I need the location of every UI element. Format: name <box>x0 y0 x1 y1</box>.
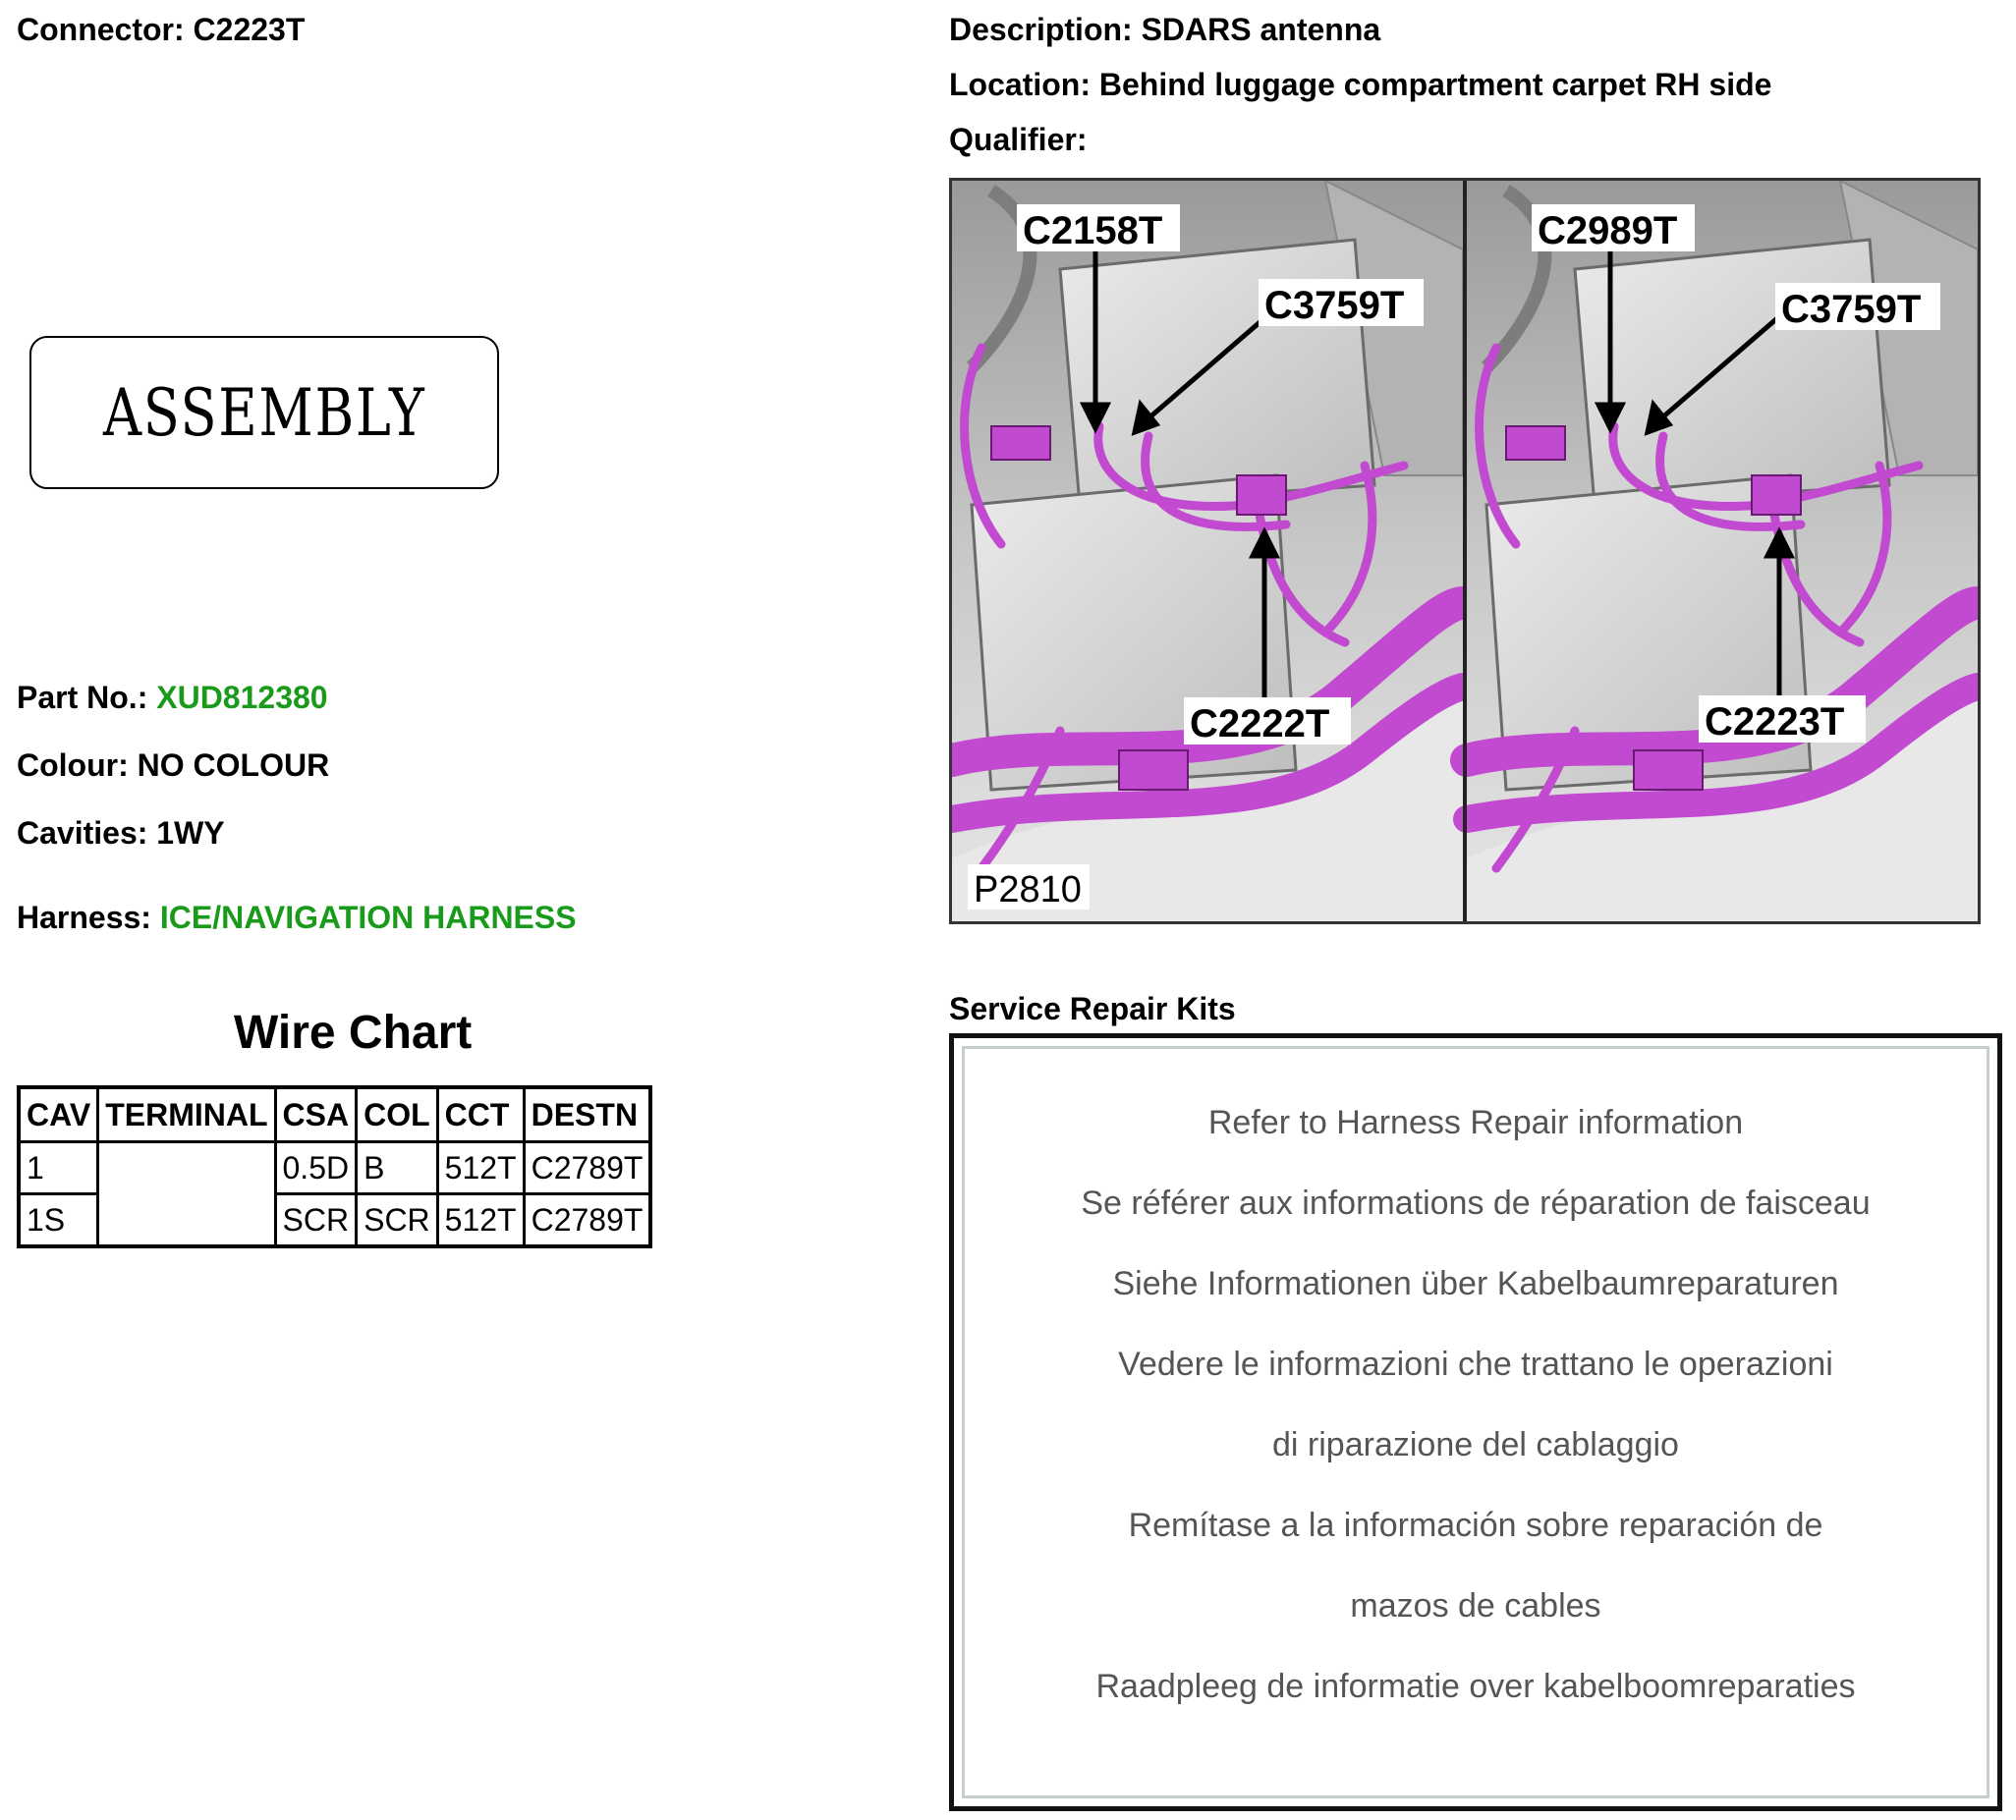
description-line <box>949 12 1380 48</box>
harness-label: Harness: <box>17 900 151 935</box>
repair-line-it-2: di riparazione del cablaggio <box>1272 1426 1679 1463</box>
header-terminal: TERMINAL <box>98 1087 275 1142</box>
location-label: Location: <box>949 67 1091 102</box>
connector-line <box>17 12 305 48</box>
cavities-value: 1WY <box>156 815 225 851</box>
figure-id: P2810 <box>974 869 1082 910</box>
connector-label: Connector: <box>17 12 185 47</box>
wire-chart-header-row <box>19 1087 650 1142</box>
callout-c2158t: C2158T <box>1023 209 1163 252</box>
location-line <box>949 67 1771 103</box>
header-col: COL <box>357 1087 438 1142</box>
service-repair-box <box>949 1033 2002 1811</box>
part-no-label: Part No.: <box>17 680 148 715</box>
cell-terminal <box>98 1142 275 1247</box>
wire-chart-title: Wire Chart <box>234 1007 473 1059</box>
callout-c3759t-right: C3759T <box>1781 288 1922 331</box>
assembly-text: ASSEMBLY <box>102 374 426 451</box>
part-no-link[interactable]: XUD812380 <box>156 680 328 715</box>
repair-line-nl: Raadpleeg de informatie over kabelboomreparaties <box>1095 1668 1856 1705</box>
cell-cct: 512T <box>437 1142 524 1194</box>
callout-c2222t: C2222T <box>1190 702 1330 745</box>
repair-line-it-1: Vedere le informazioni che trattano le operazioni <box>1118 1346 1833 1383</box>
cell-csa: SCR <box>275 1194 357 1247</box>
header-cav: CAV <box>19 1087 98 1142</box>
cell-cav: 1S <box>19 1194 98 1247</box>
part-no-line <box>17 680 328 716</box>
cell-csa: 0.5D <box>275 1142 357 1194</box>
service-repair-title: Service Repair Kits <box>949 991 1236 1026</box>
qualifier-line <box>949 122 1087 158</box>
cell-col: B <box>357 1142 438 1194</box>
description-value: SDARS antenna <box>1141 12 1381 47</box>
wire-chart-table <box>17 1085 652 1248</box>
header-destn: DESTN <box>524 1087 650 1142</box>
cell-cct: 512T <box>437 1194 524 1247</box>
harness-line <box>17 900 577 936</box>
repair-line-en: Refer to Harness Repair information <box>1207 1104 1744 1141</box>
repair-line-es-1: Remítase a la información sobre reparación de <box>1128 1507 1823 1544</box>
service-repair-inner <box>962 1046 1989 1798</box>
callout-c2989t: C2989T <box>1538 209 1678 252</box>
harness-link[interactable]: ICE/NAVIGATION HARNESS <box>159 900 577 935</box>
cell-col: SCR <box>357 1194 438 1247</box>
assembly-box <box>29 336 499 489</box>
callout-c3759t-left: C3759T <box>1264 284 1405 327</box>
cavities-label: Cavities: <box>17 815 148 851</box>
callout-c2223t: C2223T <box>1705 700 1845 744</box>
cell-destn: C2789T <box>524 1142 650 1194</box>
qualifier-label: Qualifier: <box>949 122 1088 157</box>
colour-value: NO COLOUR <box>137 747 330 783</box>
photo-illustration <box>952 181 1978 921</box>
colour-label: Colour: <box>17 747 129 783</box>
repair-line-de: Siehe Informationen über Kabelbaumreparaturen <box>1112 1265 1839 1302</box>
repair-line-es-2: mazos de cables <box>1350 1587 1601 1625</box>
connector-location-photo <box>949 178 1981 924</box>
description-label: Description: <box>949 12 1133 47</box>
colour-line <box>17 747 329 784</box>
header-cct: CCT <box>437 1087 524 1142</box>
repair-line-fr: Se référer aux informations de réparation de faisceau <box>1081 1185 1871 1222</box>
cell-destn: C2789T <box>524 1194 650 1247</box>
cavities-line <box>17 815 225 852</box>
cell-cav: 1 <box>19 1142 98 1194</box>
connector-value: C2223T <box>193 12 306 47</box>
location-value: Behind luggage compartment carpet RH side <box>1098 67 1772 102</box>
header-csa: CSA <box>275 1087 357 1142</box>
table-row <box>19 1142 650 1194</box>
